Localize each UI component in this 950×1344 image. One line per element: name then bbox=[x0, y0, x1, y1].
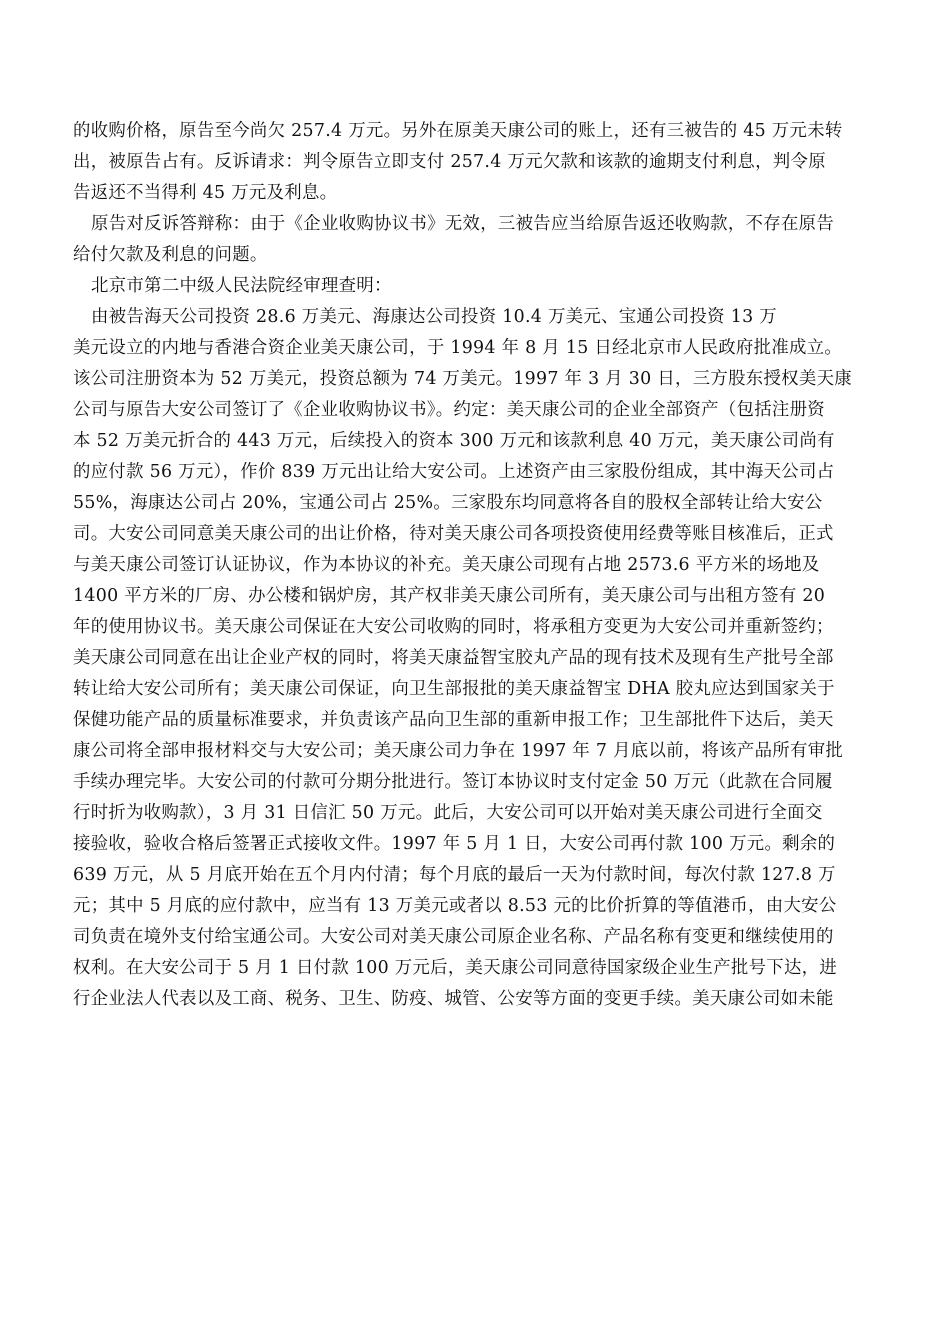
text-line: 年的使用协议书。美天康公司保证在大安公司收购的同时，将承租方变更为大安公司并重新签约； bbox=[73, 617, 834, 637]
text-line: 出，被原告占有。反诉请求：判令原告立即支付 257.4 万元欠款和该款的逾期支付利息，判令原 bbox=[73, 152, 826, 172]
text-line: 保健功能产品的质量标准要求，并负责该产品向卫生部的重新申报工作；卫生部批件下达后，美天 bbox=[73, 710, 834, 730]
text-line: 权利。在大安公司于 5 月 1 日付款 100 万元后，美天康公司同意待国家级企业生产批号下达，进 bbox=[73, 958, 838, 978]
text-line: 接验收，验收合格后签署正式接收文件。1997 年 5 月 1 日，大安公司再付款 100 万元。剩余的 bbox=[73, 834, 836, 854]
text-line: 元；其中 5 月底的应付款中，应当有 13 万美元或者以 8.53 元的比价折算的等值港币，由大安公 bbox=[73, 896, 837, 916]
paragraph-start-line: 原告对反诉答辩称：由于《企业收购协议书》无效，三被告应当给原告返还收购款，不存在原告 bbox=[91, 214, 835, 234]
text-line: 639 万元，从 5 月底开始在五个月内付清；每个月底的最后一天为付款时间，每次付款 127.8 万 bbox=[73, 865, 836, 885]
text-line: 给付欠款及利息的问题。 bbox=[73, 245, 268, 265]
text-line: 行时折为收购款），3 月 31 日信汇 50 万元。此后，大安公司可以开始对美天康公司进行全面交 bbox=[73, 803, 823, 823]
text-line: 告返还不当得利 45 万元及利息。 bbox=[73, 183, 338, 203]
paragraph-start-line: 北京市第二中级人民法院经审理查明： bbox=[91, 276, 392, 296]
text-line: 公司与原告大安公司签订了《企业收购协议书》。约定：美天康公司的企业全部资产（包括注册资 bbox=[73, 400, 826, 420]
text-line: 1400 平方米的厂房、办公楼和锅炉房，其产权非美天康公司所有，美天康公司与出租方签有 20 bbox=[73, 586, 826, 606]
text-line: 行企业法人代表以及工商、税务、卫生、防疫、城管、公安等方面的变更手续。美天康公司如未能 bbox=[73, 989, 834, 1009]
document-body bbox=[73, 116, 893, 1015]
text-line: 55%，海康达公司占 20%，宝通公司占 25%。三家股东均同意将各自的股权全部转让给大安公 bbox=[73, 493, 823, 513]
text-line: 手续办理完毕。大安公司的付款可分期分批进行。签订本协议时支付定金 50 万元（此款在合同履 bbox=[73, 772, 833, 792]
text-line: 本 52 万美元折合的 443 万元，后续投入的资本 300 万元和该款利息 40 万元，美天康公司尚有 bbox=[73, 431, 835, 451]
text-line: 与美天康公司签订认证协议，作为本协议的补充。美天康公司现有占地 2573.6 平方米的场地及 bbox=[73, 555, 820, 575]
paragraph-start-line: 由被告海天公司投资 28.6 万美元、海康达公司投资 10.4 万美元、宝通公司投资 13 万 bbox=[91, 307, 777, 327]
text-line: 该公司注册资本为 52 万美元，投资总额为 74 万美元。1997 年 3 月 30 日，三方股东授权美天康 bbox=[73, 369, 852, 389]
text-line: 的应付款 56 万元），作价 839 万元出让给大安公司。上述资产由三家股份组成，其中海天公司占 bbox=[73, 462, 835, 482]
text-line: 司负责在境外支付给宝通公司。大安公司对美天康公司原企业名称、产品名称有变更和继续使用的 bbox=[73, 927, 834, 947]
text-line: 美元设立的内地与香港合资企业美天康公司，于 1994 年 8 月 15 日经北京市人民政府批准成立。 bbox=[73, 338, 843, 358]
text-line: 司。大安公司同意美天康公司的出让价格，待对美天康公司各项投资使用经费等账目核准后，正式 bbox=[73, 524, 834, 544]
text-line: 的收购价格，原告至今尚欠 257.4 万元。另外在原美天康公司的账上，还有三被告的 45 万元未转 bbox=[73, 121, 843, 141]
text-line: 康公司将全部申报材料交与大安公司；美天康公司力争在 1997 年 7 月底以前，将该产品所有审批 bbox=[73, 741, 844, 761]
text-line: 美天康公司同意在出让企业产权的同时，将美天康益智宝胶丸产品的现有技术及现有生产批号全部 bbox=[73, 648, 834, 668]
text-line: 转让给大安公司所有；美天康公司保证，向卫生部报批的美天康益智宝 DHA 胶丸应达到国家关于 bbox=[73, 679, 835, 699]
